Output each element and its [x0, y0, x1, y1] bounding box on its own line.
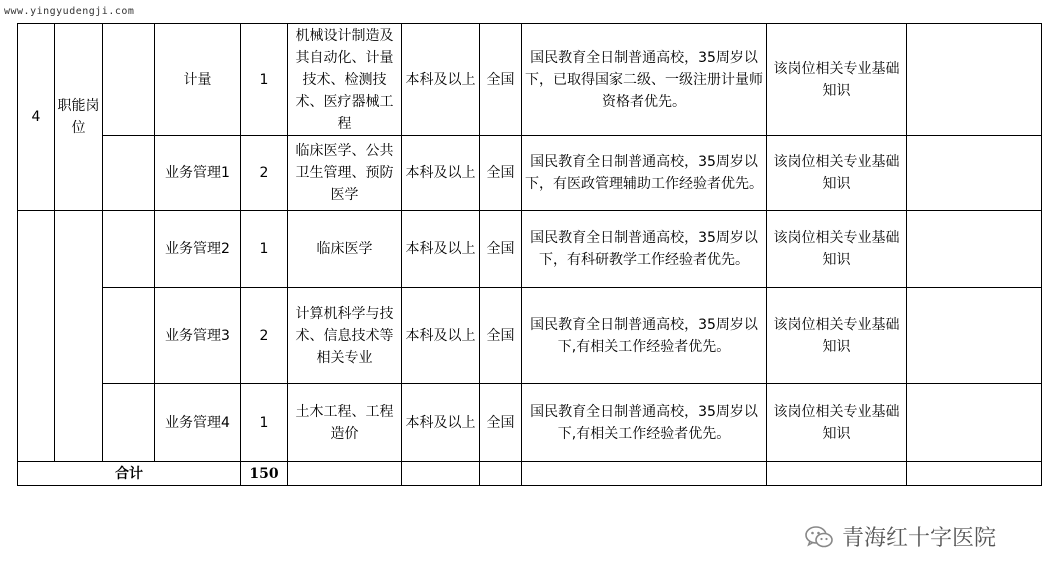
major-cell: 土木工程、工程造价	[288, 384, 402, 462]
blank-cell	[907, 136, 1042, 211]
count-cell: 1	[241, 384, 288, 462]
exam-cell: 该岗位相关专业基础知识	[767, 288, 907, 384]
blank-cell	[55, 211, 103, 462]
brand-name: 青海红十字医院	[842, 526, 997, 551]
post-cell: 计量	[155, 24, 241, 136]
post-cell: 业务管理1	[155, 136, 241, 211]
count-cell: 1	[241, 24, 288, 136]
major-cell: 机械设计制造及其自动化、计量技术、检测技术、医疗器械工程	[288, 24, 402, 136]
blank-cell	[522, 462, 767, 486]
brand-watermark	[804, 521, 996, 552]
requirement-cell: 国民教育全日制普通高校，35周岁以下，有医政管理辅助工作经验者优先。	[522, 136, 767, 211]
total-label: 合计	[18, 462, 241, 486]
blank-cell	[907, 288, 1042, 384]
degree-cell: 本科及以上	[402, 288, 480, 384]
count-cell: 2	[241, 288, 288, 384]
count-cell: 1	[241, 211, 288, 288]
table-row	[18, 384, 1042, 462]
post-cell: 业务管理4	[155, 384, 241, 462]
blank-cell	[480, 462, 522, 486]
recruitment-table	[17, 23, 1042, 486]
blank-cell	[18, 211, 55, 462]
watermark-url: www.yingyudengji.com	[4, 6, 135, 17]
category-cell: 职能岗位	[55, 24, 103, 211]
requirement-cell: 国民教育全日制普通高校，35周岁以下,有相关工作经验者优先。	[522, 288, 767, 384]
blank-cell	[103, 384, 155, 462]
blank-cell	[402, 462, 480, 486]
major-cell: 计算机科学与技术、信息技术等相关专业	[288, 288, 402, 384]
degree-cell: 本科及以上	[402, 24, 480, 136]
major-cell: 临床医学、公共卫生管理、预防医学	[288, 136, 402, 211]
exam-cell: 该岗位相关专业基础知识	[767, 384, 907, 462]
blank-cell	[907, 211, 1042, 288]
blank-cell	[907, 384, 1042, 462]
blank-cell	[103, 24, 155, 136]
table-row	[18, 211, 1042, 288]
requirement-cell: 国民教育全日制普通高校，35周岁以下，已取得国家二级、一级注册计量师资格者优先。	[522, 24, 767, 136]
table-row	[18, 24, 1042, 136]
requirement-cell: 国民教育全日制普通高校，35周岁以下，有科研教学工作经验者优先。	[522, 211, 767, 288]
exam-cell: 该岗位相关专业基础知识	[767, 136, 907, 211]
requirement-cell: 国民教育全日制普通高校，35周岁以下,有相关工作经验者优先。	[522, 384, 767, 462]
blank-cell	[907, 462, 1042, 486]
degree-cell: 本科及以上	[402, 384, 480, 462]
region-cell: 全国	[480, 24, 522, 136]
region-cell: 全国	[480, 288, 522, 384]
blank-cell	[767, 462, 907, 486]
seq-cell: 4	[18, 24, 55, 211]
blank-cell	[103, 288, 155, 384]
count-cell: 2	[241, 136, 288, 211]
total-value: 150	[241, 462, 288, 486]
blank-cell	[288, 462, 402, 486]
total-row	[18, 462, 1042, 486]
blank-cell	[103, 211, 155, 288]
blank-cell	[907, 24, 1042, 136]
exam-cell: 该岗位相关专业基础知识	[767, 211, 907, 288]
region-cell: 全国	[480, 211, 522, 288]
degree-cell: 本科及以上	[402, 136, 480, 211]
table-row	[18, 288, 1042, 384]
region-cell: 全国	[480, 384, 522, 462]
blank-cell	[103, 136, 155, 211]
exam-cell: 该岗位相关专业基础知识	[767, 24, 907, 136]
wechat-icon	[804, 524, 834, 550]
table-row	[18, 136, 1042, 211]
degree-cell: 本科及以上	[402, 211, 480, 288]
region-cell: 全国	[480, 136, 522, 211]
post-cell: 业务管理3	[155, 288, 241, 384]
major-cell: 临床医学	[288, 211, 402, 288]
post-cell: 业务管理2	[155, 211, 241, 288]
